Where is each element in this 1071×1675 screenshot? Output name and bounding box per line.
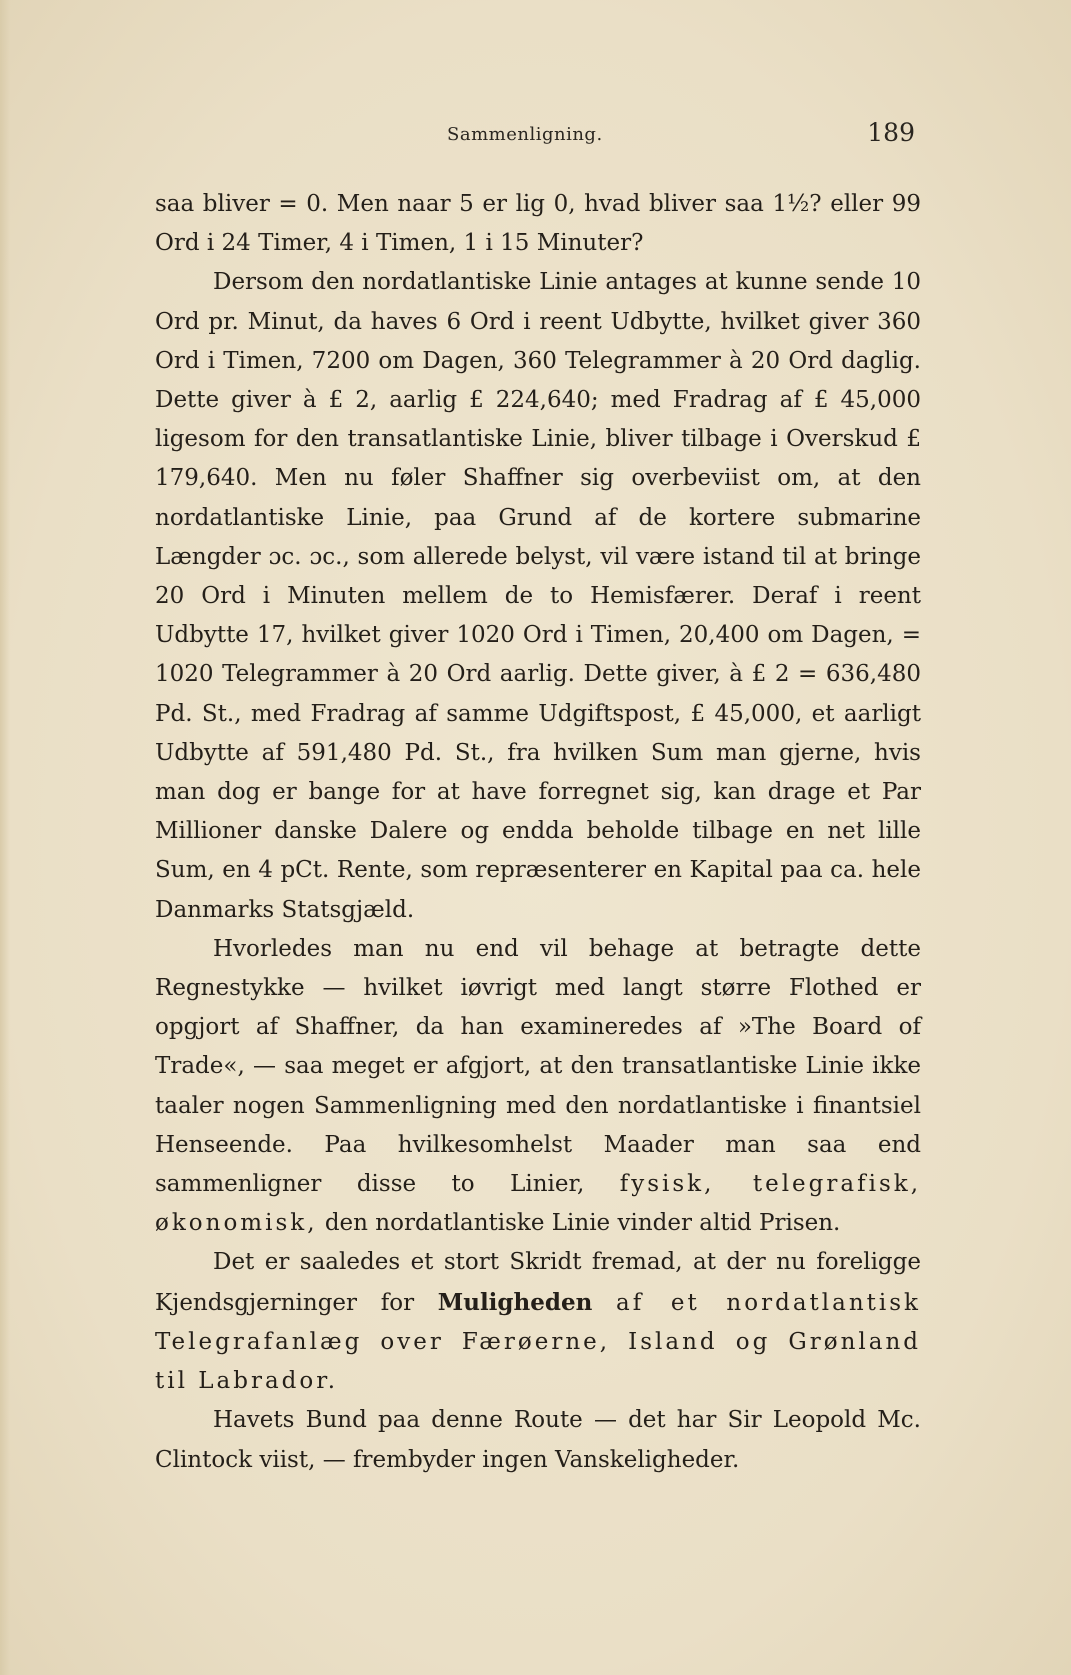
body-text (155, 185, 921, 1480)
paragraph-3-text: Hvorledes man nu end vil behage at betragte dette Regnestykke — hvilket iøvrigt med langt større Flothed er opgjort af Shaffner, da han examineredes af »The Board of Trade«, — saa meget er afgjort, at den transatlantiske Linie ikke taaler nogen Sammenligning med den nordatlantiske i finantsiel Henseende. Paa hvilkesomhelst Maader man saa end sammenligner disse to Linier, (155, 935, 921, 1198)
paragraph-3-tail-text: den nordatlantiske Linie vinder altid Prisen. (324, 1210, 841, 1237)
paragraph-4-lead-2: Kjendsgjerninger for (155, 1289, 415, 1316)
paragraph-4 (155, 1243, 921, 1401)
paragraph-4-lead: Det er saaledes et stort Skridt fremad, at der nu foreligge (213, 1249, 921, 1276)
page-edge-shadow (0, 0, 10, 1675)
page-number: 189 (867, 118, 915, 147)
page-header (155, 118, 915, 148)
running-title: Sammenligning. (447, 124, 603, 145)
paragraph-3-spaced-text: fysisk, telegrafisk, økonomisk, (155, 1171, 922, 1237)
paragraph-4-emphasis: Muligheden (437, 1288, 593, 1316)
paragraph-1: saa bliver = 0. Men naar 5 er lig 0, hvad bliver saa 1½? eller 99 Ord i 24 Timer, 4 i Timen, 1 i 15 Minuter? (155, 191, 921, 257)
paragraph-5: Havets Bund paa denne Route — det har Sir Leopold Mc. Clintock viist, — frembyder ingen Vanskeligheder. (155, 1407, 921, 1473)
paragraph-2: Dersom den nordatlantiske Linie antages at kunne sende 10 Ord pr. Minut, da haves 6 Ord i reent Udbytte, hvilket giver 360 Ord i Timen, 7200 om Dagen, 360 Telegrammer à 20 Ord daglig. Dette giver à £ 2, aarlig £ 224,640; med Fradrag af £ 45,000 ligesom for den transatlantiske Linie, bliver tilbage i Overskud £ 179,640. Men nu føler Shaffner sig overbeviist om, at den nordatlantiske Linie, paa Grund af de kortere submarine Længder ɔc. ɔc., som allerede belyst, vil være istand til at bringe 20 Ord i Minuten mellem de to Hemisfærer. Deraf i reent Udbytte 17, hvilket giver 1020 Ord i Timen, 20,400 om Dagen, = 1020 Telegrammer à 20 Ord aarlig. Dette giver, à £ 2 = 636,480 Pd. St., med Fradrag af samme Udgiftspost, £ 45,000, et aarligt Udbytte af 591,480 Pd. St., fra hvilken Sum man gjerne, hvis man dog er bange for at have forregnet sig, kan drage et Par Millioner danske Dalere og endda beholde tilbage en net lille Sum, en 4 pCt. Rente, som repræsenterer en Kapital paa ca. hele Danmarks Statsgjæld. (155, 269, 921, 923)
paragraph-3 (155, 930, 921, 1244)
paragraph-4-spaced-text: af et nordatlantisk Telegrafanlæg over Færøerne, Island og Grønland til Labrador. (155, 1289, 921, 1395)
